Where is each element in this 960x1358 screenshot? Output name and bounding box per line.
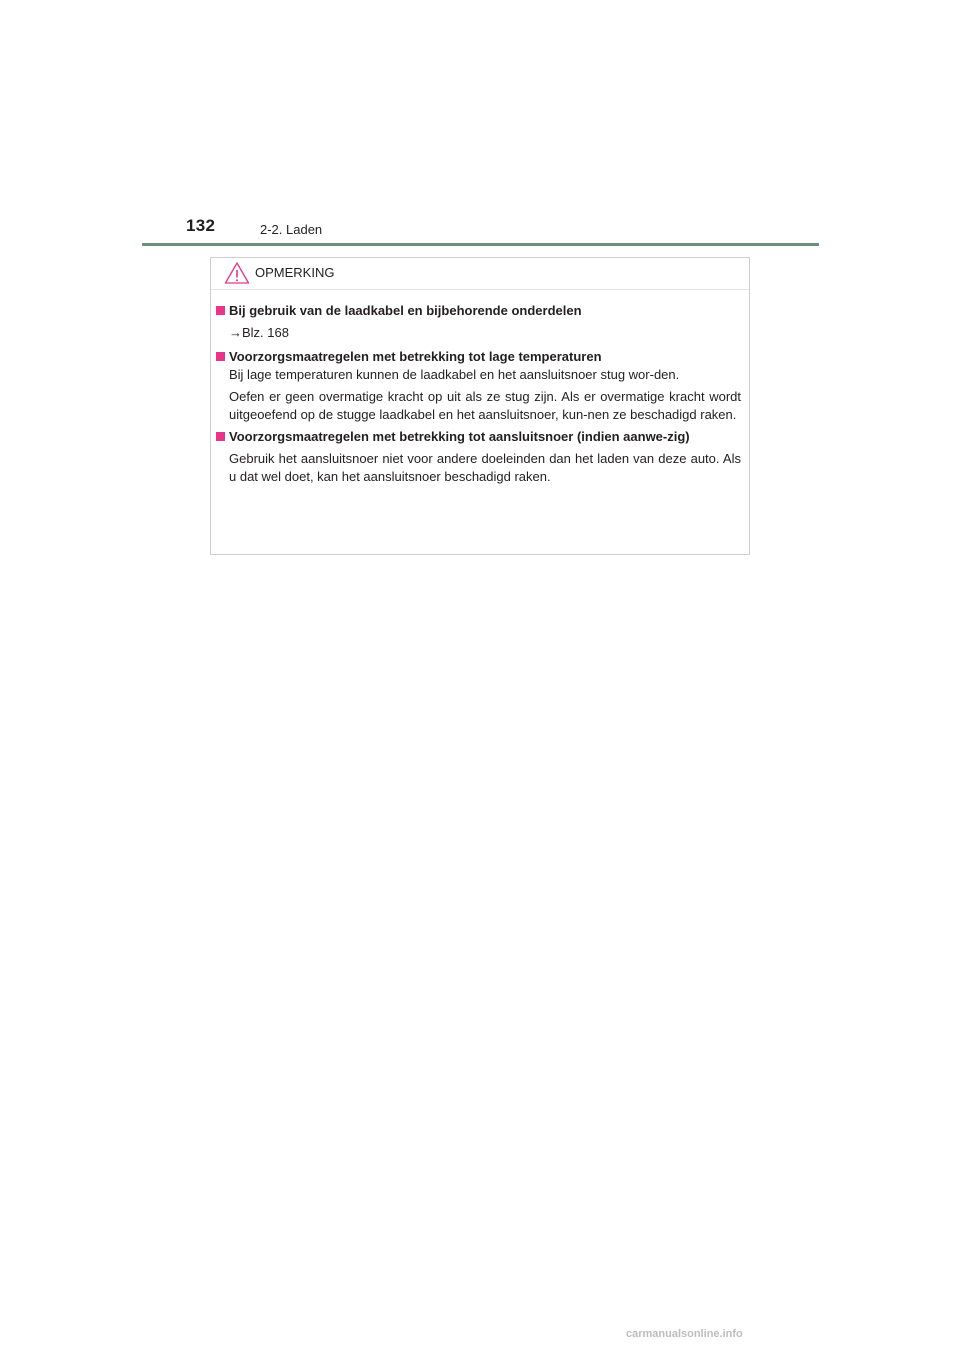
paragraph: Bij lage temperaturen kunnen de laadkabel en het aansluitsnoer stug wor-den. [229, 367, 680, 382]
topic-heading: Voorzorgsmaatregelen met betrekking tot lage temperaturen [216, 348, 741, 366]
notice-box [210, 257, 750, 555]
topic-charging-cable [216, 302, 741, 342]
square-bullet-icon [216, 306, 225, 315]
square-bullet-icon [216, 432, 225, 441]
warning-triangle-icon [224, 261, 250, 285]
topic-low-temperatures [216, 348, 741, 424]
page-reference: →Blz. 168 [229, 325, 289, 340]
paragraph: Gebruik het aansluitsnoer niet voor andere doeleinden dan het laden van deze auto. Als u dat wel doet, kan het aansluitsnoer beschadigd raken. [229, 451, 741, 484]
topic-connection-cord [216, 428, 741, 486]
paragraph: Oefen er geen overmatige kracht op uit als ze stug zijn. Als er overmatige kracht wordt uitgeoefend op de stugge laadkabel en het aansluitsnoer, kun-nen ze beschadigd raken. [229, 389, 741, 422]
notice-label: OPMERKING [255, 265, 335, 280]
topic-heading: Bij gebruik van de laadkabel en bijbehorende onderdelen [216, 302, 741, 320]
square-bullet-icon [216, 352, 225, 361]
notice-header [211, 258, 749, 290]
page-number: 132 [186, 216, 216, 235]
topic-heading: Voorzorgsmaatregelen met betrekking tot aansluitsnoer (indien aanwe-zig) [216, 428, 741, 446]
section-title: 2-2. Laden [260, 222, 323, 237]
notice-body [211, 290, 749, 486]
page-header [142, 212, 819, 246]
footer-watermark: carmanualsonline.info [626, 1328, 743, 1340]
